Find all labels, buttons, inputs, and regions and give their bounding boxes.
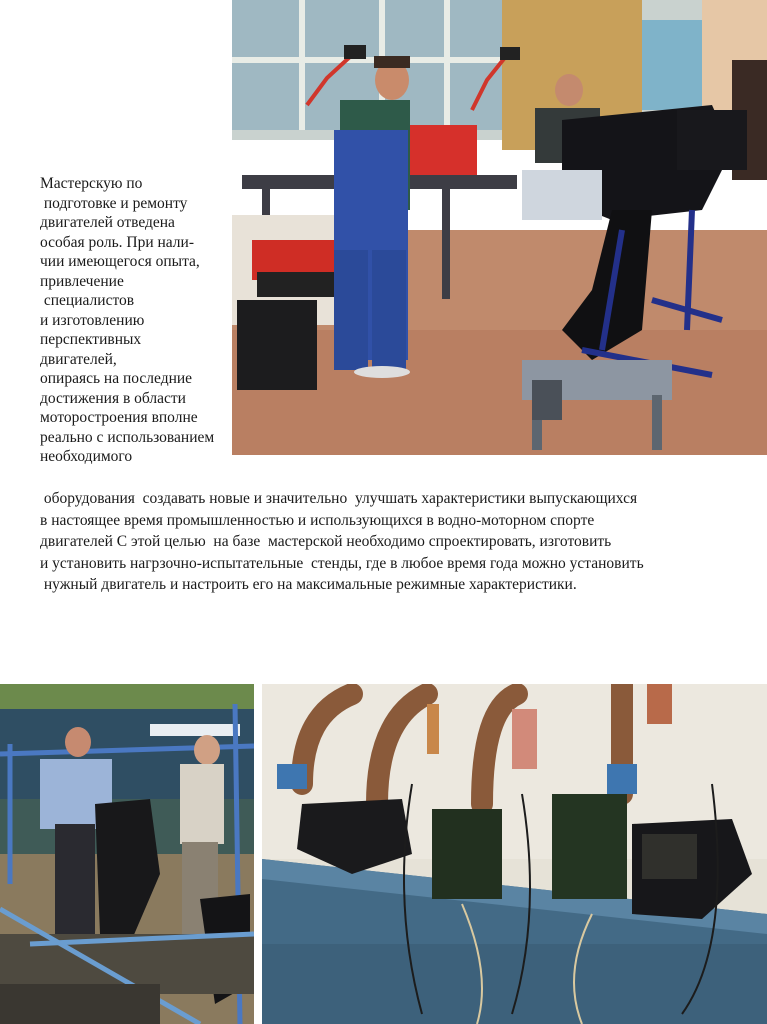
text-line: подготовке и ремонту [40, 194, 188, 212]
text-line: и установить нагрзочно-испытательные стенды, где в любое время года можно установить [40, 554, 644, 572]
article-text-full [40, 488, 755, 596]
text-line: двигателей, [40, 350, 117, 368]
text-line: необходимого [40, 448, 133, 465]
workshop-photo [232, 0, 767, 455]
text-line: двигателей отведена [40, 214, 175, 231]
text-line: опираясь на последние [40, 370, 193, 387]
text-line: моторостроения вполне [40, 409, 198, 426]
article-text-column [40, 174, 245, 467]
text-line: особая роль. При нали- [40, 233, 195, 251]
text-line: и изготовлению [40, 311, 145, 329]
text-line: в настоящее время промышленностью и использующихся в водно-моторном спорте [40, 511, 595, 529]
text-line: привлечение [40, 272, 124, 290]
text-line: оборудования создавать новые и значительно улучшать характеристики выпускающихся [40, 490, 638, 507]
text-line: реально с использованием [40, 428, 215, 446]
engine-stand-photo [0, 684, 254, 1024]
text-line: специалистов [40, 292, 135, 309]
text-line: чии имеющегося опыта, [40, 253, 200, 270]
text-line: перспективных [40, 331, 142, 348]
text-line: нужный двигатель и настроить его на максимальные режимные характеристики. [40, 576, 577, 593]
text-line: Мастерскую по [40, 175, 143, 192]
test-bench-photo [262, 684, 767, 1024]
text-line: достижения в области [40, 389, 186, 407]
text-line: двигателей С этой целью на базе мастерской необходимо спроектировать, изготовить [40, 533, 612, 550]
